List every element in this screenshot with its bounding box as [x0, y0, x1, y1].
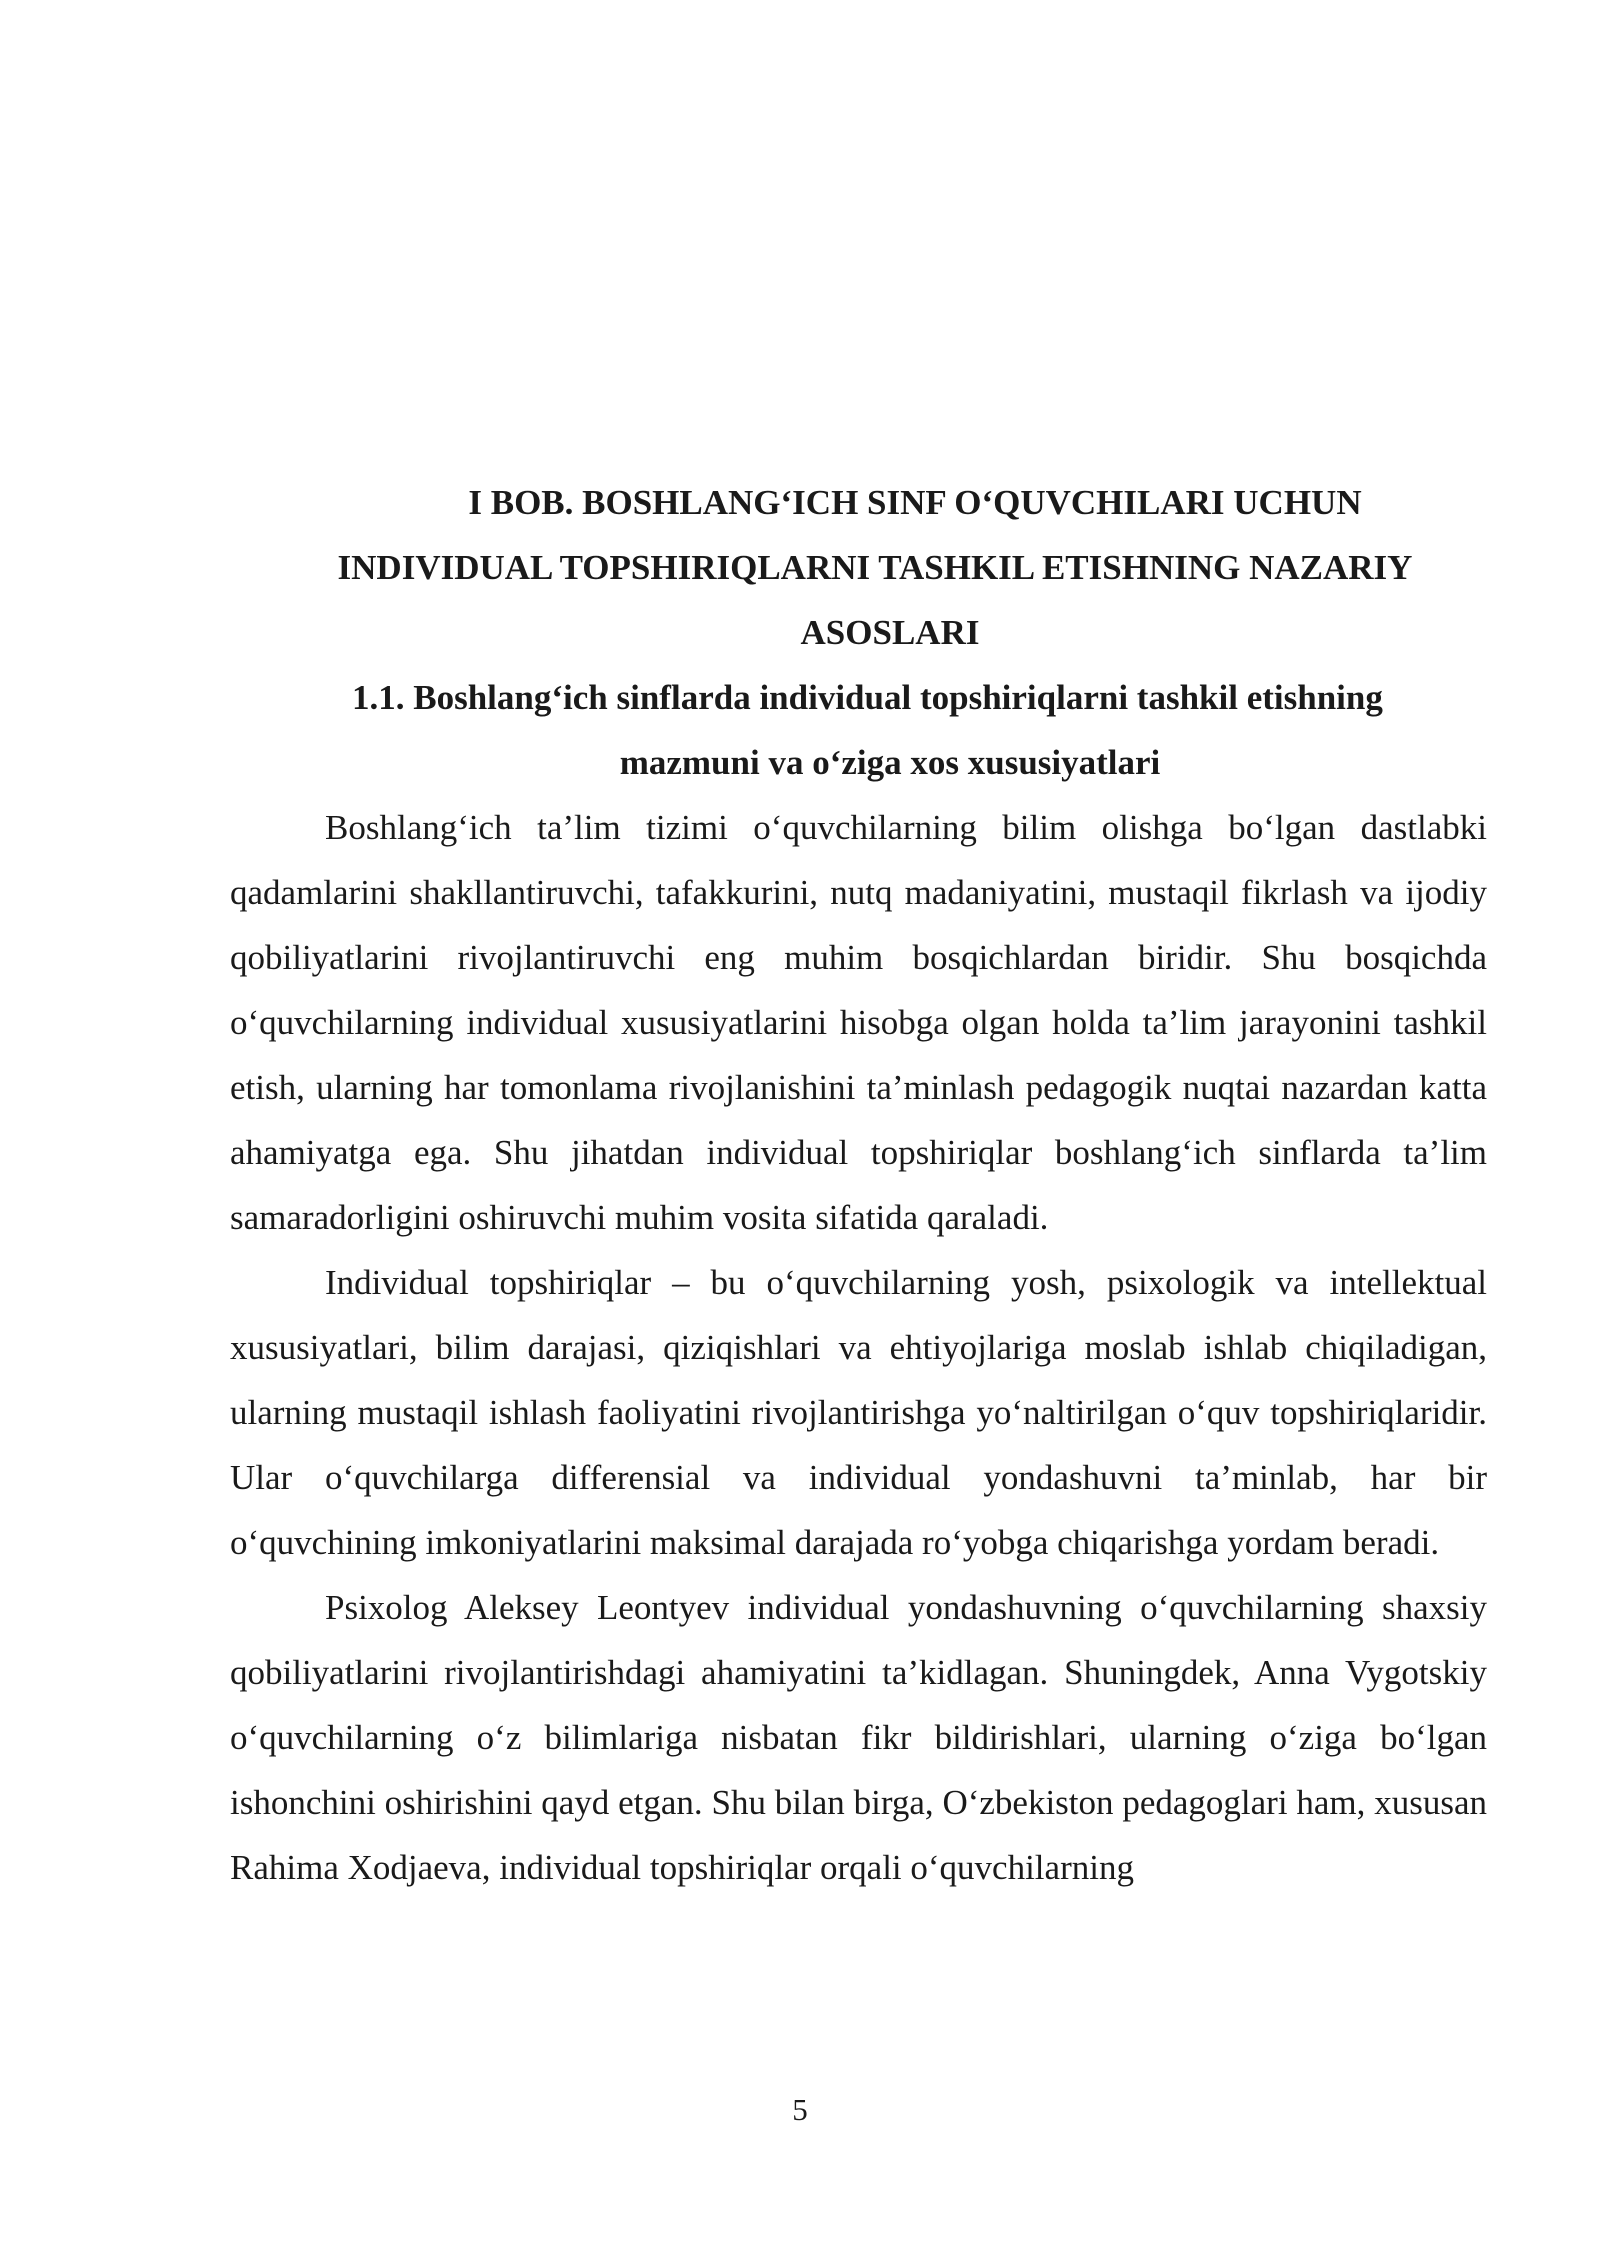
chapter-title-line: INDIVIDUAL TOPSHIRIQLARNI TASHKIL ETISHNING NAZARIY	[337, 548, 1413, 587]
body-text	[230, 795, 1487, 1900]
chapter-title	[230, 470, 1490, 665]
section-title-line: mazmuni va o‘ziga xos xususiyatlari	[619, 743, 1161, 782]
section-title-line: 1.1. Boshlang‘ich sinflarda individual topshiriqlarni tashkil etishning	[352, 678, 1383, 717]
page-number: 5	[792, 2092, 808, 2127]
paragraph: Boshlang‘ich ta’lim tizimi o‘quvchilarning bilim olishga bo‘lgan dastlabki qadamlarini shakllantiruvchi, tafakkurini, nutq madaniyatini, mustaqil fikrlash va ijodiy qobiliyatlarini rivojlantiruvchi eng muhim bosqichlardan biridir. Shu bosqichda o‘quvchilarning individual xususiyatlarini hisobga olgan holda ta’lim jarayonini tashkil etish, ularning har tomonlama rivojlanishini ta’minlash pedagogik nuqtai nazardan katta ahamiyatga ega. Shu jihatdan individual topshiriqlar boshlang‘ich sinflarda ta’lim samaradorligini oshiruvchi muhim vosita sifatida qaraladi.	[230, 808, 1487, 1237]
section-title	[230, 665, 1490, 795]
paragraph: Psixolog Aleksey Leontyev individual yondashuvning o‘quvchilarning shaxsiy qobiliyatlarini rivojlantirishdagi ahamiyatini ta’kidlagan. Shuningdek, Anna Vygotskiy o‘quvchilarning o‘z bilimlariga nisbatan fikr bildirishlari, ularning o‘ziga bo‘lgan ishonchini oshirishini qayd etgan. Shu bilan birga, O‘zbekiston pedagoglari ham, xususan Rahima Xodjaeva, individual topshiriqlar orqali o‘quvchilarning	[230, 1588, 1487, 1887]
paragraph: Individual topshiriqlar – bu o‘quvchilarning yosh, psixologik va intellektual xususiyatlari, bilim darajasi, qiziqishlari va ehtiyojlariga moslab ishlab chiqiladigan, ularning mustaqil ishlash faoliyatini rivojlantirishga yo‘naltirilgan o‘quv topshiriqlaridir. Ular o‘quvchilarga differensial va individual yondashuvni ta’minlab, har bir o‘quvchining imkoniyatlarini maksimal darajada ro‘yobga chiqarishga yordam beradi.	[230, 1263, 1487, 1562]
chapter-title-line: I BOB. BOSHLANG‘ICH SINF O‘QUVCHILARI UCHUN	[468, 483, 1362, 522]
chapter-title-line: ASOSLARI	[800, 613, 980, 652]
